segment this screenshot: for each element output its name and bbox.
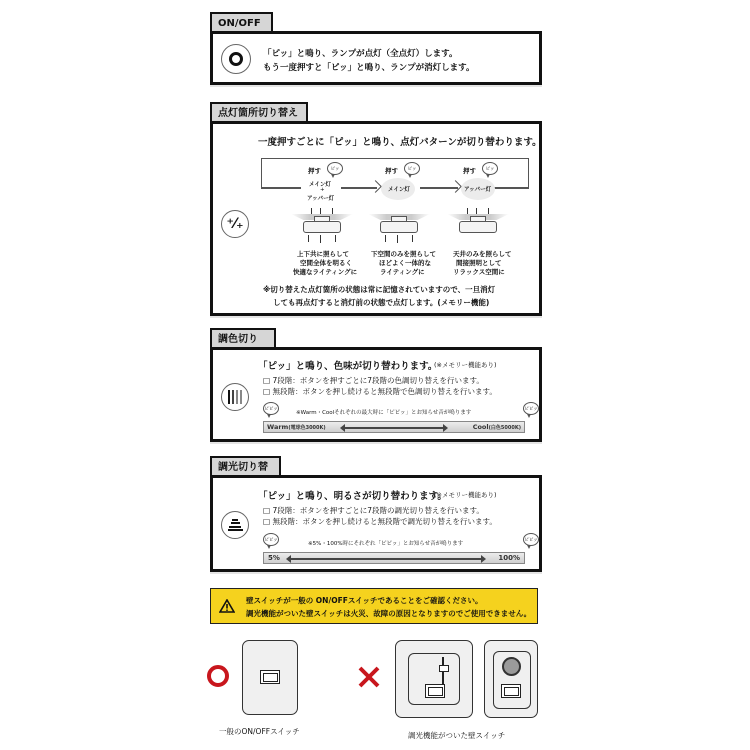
dimmer-knob-switch-illustration [484,640,538,718]
warning-line-2: 調光機能がついた壁スイッチは火災、故障の原因となりますのでご使用できません。 [246,609,532,618]
press-label-2: 押す [385,167,398,175]
beep-bubble-2: ピッ [404,162,420,175]
rocker-icon [260,670,280,684]
color-beep-bubble-left: ピピッ [263,402,279,415]
mode-1-label-b: + [320,187,325,193]
mode-2-label: メイン灯 [388,187,410,193]
switching-tab: 点灯箇所切り替え [210,102,308,122]
dimming-beep-note: ※5%・100%時にそれぞれ「ピピッ」とお知らせ音が鳴ります [308,541,464,547]
brightness-range-arrow [290,558,482,560]
switching-intro: 一度押すごとに「ピッ」と鳴り、点灯パターンが切り替わります。 [258,137,542,148]
brightness-bar [263,552,525,564]
ng-caption: 調光機能がついた壁スイッチ [408,731,506,740]
lamp-main-illustration [368,208,430,248]
dimming-option-stepless: □ 無段階：ボタンを押し続けると無段階で調光切り替えを行います。 [263,517,497,526]
mode-1-desc-3: 快適なライティングに [293,268,358,276]
mode-3-desc-2: 間接照明として [456,259,502,267]
rocker-icon [425,684,445,698]
dimmer-slider-switch-illustration [395,640,473,718]
onoff-line-1: 「ピッ」と鳴り、ランプが点灯（全点灯）します。 [263,49,458,59]
mode-1-desc-2: 空間全体を明るく [300,259,352,267]
warm-label: Warm(電球色3000K) [267,423,326,431]
color-beep-note: ※Warm・Coolそれぞれの最大時に「ピピッ」とお知らせ音が鳴ります [296,410,472,416]
dimming-panel [210,475,542,572]
beep-bubble-3: ピッ [482,162,498,175]
press-label-1: 押す [308,167,321,175]
press-label-3: 押す [463,167,476,175]
dimming-headline: 「ピッ」と鳴り、明るさが切り替わります。 [258,491,447,502]
ok-caption: 一般のON/OFFスイッチ [219,727,300,736]
min-brightness-label: 5% [268,554,280,562]
dimming-beep-bubble-left: ピピッ [263,533,279,546]
color-option-stepless: □ 無段階：ボタンを押し続けると無段階で色調切り替えを行います。 [263,387,497,396]
memory-note-2: しても再点灯すると消灯前の状態で点灯します。(メモリー機能) [273,298,490,307]
color-panel [210,347,542,442]
onoff-switch-illustration [242,640,298,715]
max-brightness-label: 100% [498,554,520,562]
onoff-tab: ON/OFF [210,12,273,32]
color-temperature-icon [221,383,249,411]
mode-3-label: アッパー灯 [464,187,492,193]
color-headline-note: (※メモリー機能あり) [434,361,497,369]
power-circle-icon [221,44,251,74]
ng-mark-icon [357,665,381,689]
dimming-tab: 調光切り替 [210,456,281,476]
memory-note-1: ※切り替えた点灯箇所の状態は常に記憶されていますので、一旦消灯 [263,285,496,294]
dimming-option-7-steps: □ 7段階：ボタンを押すごとに7段階の調光切り替えを行います。 [263,506,484,515]
mode-3-desc-1: 天井のみを照らして [453,250,512,258]
brightness-levels-icon [221,511,249,539]
warning-line-1: 壁スイッチが一般の ON/OFFスイッチであることをご確認ください。 [246,596,483,605]
dimming-headline-note: (※メモリー機能あり) [434,491,497,499]
dimmer-knob-icon [502,657,521,676]
warning-triangle-icon [219,598,235,612]
slider-inner-plate [408,653,460,705]
swap-arrows-icon: ⁺⁄₊ [221,210,249,238]
mode-1-desc-1: 上下共に照らして [297,250,349,258]
ok-mark-icon [207,665,229,687]
cycle-line-left [261,187,301,189]
rocker-icon [501,684,521,698]
mode-2-desc-1: 下空間のみを照らして [371,250,436,258]
color-beep-bubble-right: ピピッ [523,402,539,415]
cool-label: Cool(白色5000K) [472,423,521,431]
onoff-panel [210,31,542,85]
dimming-beep-bubble-right: ピピッ [523,533,539,546]
color-option-7-steps: □ 7段階：ボタンを押すごとに7段階の色調切り替えを行います。 [263,376,484,385]
beep-bubble-1: ピッ [327,162,343,175]
mode-1-label-c: アッパー灯 [307,196,335,202]
mode-1-label-a: メイン灯 [309,182,331,188]
cycle-line-right [493,187,529,189]
mode-2-desc-3: ライティングに [380,268,425,276]
lamp-upper-illustration [447,208,509,248]
warning-box [210,588,538,624]
color-headline: 「ピッ」と鳴り、色味が切り替わります。 [258,361,438,372]
color-range-arrow [344,427,444,429]
color-temperature-bar [263,421,525,433]
color-tab: 調色切り [210,328,276,348]
knob-inner-plate [493,651,531,709]
switching-panel [210,121,542,316]
mode-3-desc-3: リラックス空間に [453,268,505,276]
lamp-both-illustration [291,208,353,248]
mode-2-desc-2: ほどよく一体的な [379,259,431,267]
onoff-line-2: もう一度押すと「ピッ」と鳴り、ランプが消灯します。 [263,63,475,73]
